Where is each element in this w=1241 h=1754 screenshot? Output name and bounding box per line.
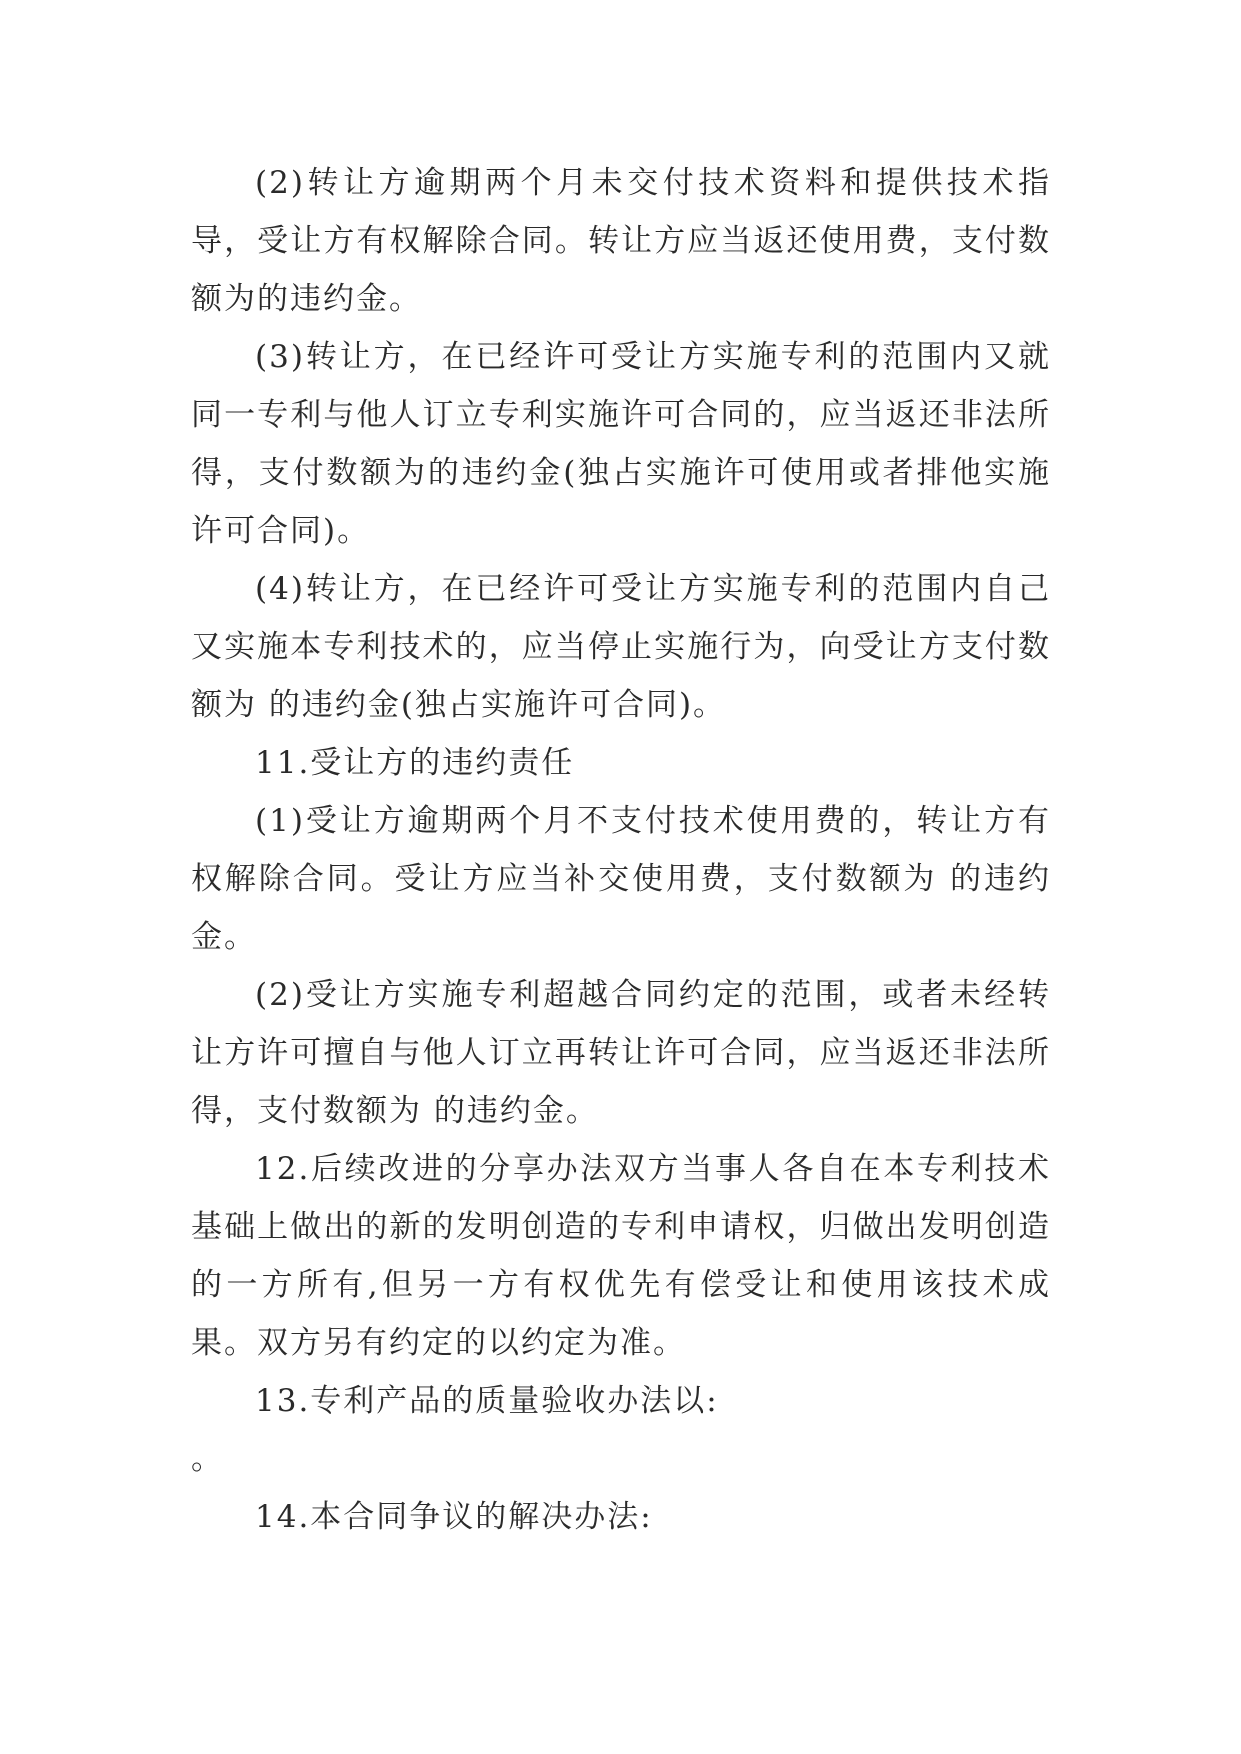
paragraph-clause-13-end: 。: [191, 1441, 224, 1477]
paragraph-clause-10-3: (3)转让方，在已经许可受让方实施专利的范围内又就同一专利与他人订立专利实施许可合同的，应当返还非法所得，支付数额为的违约金(独占实施许可使用或者排他实施许可合同)。: [191, 339, 1051, 549]
paragraph-clause-13: 13.专利产品的质量验收办法以:: [255, 1383, 719, 1419]
document-body: [191, 154, 1051, 1546]
paragraph-clause-14: 14.本合同争议的解决办法:: [255, 1499, 653, 1535]
paragraph-clause-10-2: (2)转让方逾期两个月未交付技术资料和提供技术指导，受让方有权解除合同。转让方应当返还使用费，支付数额为的违约金。: [191, 165, 1051, 317]
paragraph-clause-11-2: (2)受让方实施专利超越合同约定的范围，或者未经转让方许可擅自与他人订立再转让许可合同，应当返还非法所得，支付数额为 的违约金。: [191, 977, 1051, 1129]
heading-clause-11: 11.受让方的违约责任: [255, 745, 575, 781]
paragraph-clause-11-1: (1)受让方逾期两个月不支付技术使用费的，转让方有权解除合同。受让方应当补交使用费，支付数额为 的违约金。: [191, 803, 1051, 955]
paragraph-clause-12: 12.后续改进的分享办法双方当事人各自在本专利技术基础上做出的新的发明创造的专利申请权，归做出发明创造的一方所有,但另一方有权优先有偿受让和使用该技术成果。双方另有约定的以约定为准。: [191, 1151, 1051, 1361]
paragraph-clause-10-4: (4)转让方，在已经许可受让方实施专利的范围内自己又实施本专利技术的，应当停止实施行为，向受让方支付数额为 的违约金(独占实施许可合同)。: [191, 571, 1051, 723]
